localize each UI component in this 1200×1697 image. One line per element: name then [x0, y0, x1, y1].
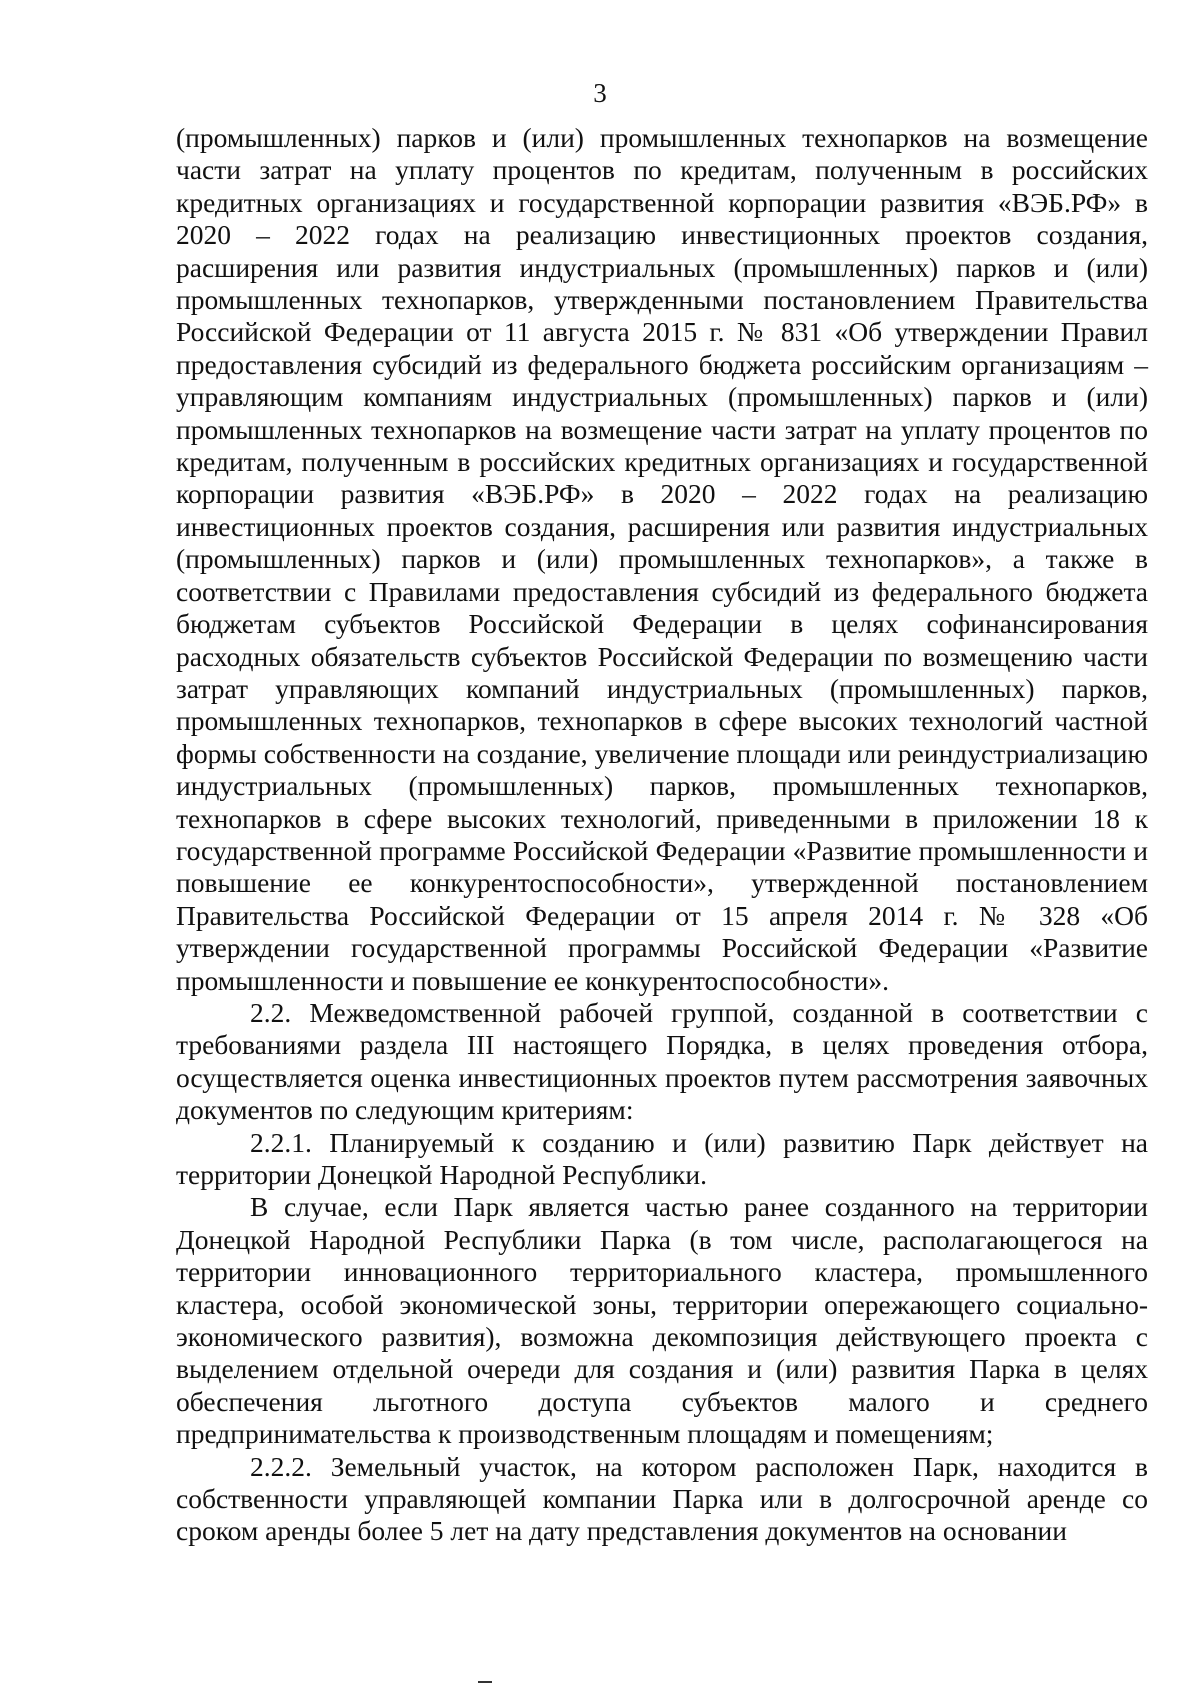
paragraph-2-2-1: 2.2.1. Планируемый к созданию и (или) развитию Парк действует на территории Донецкой Народной Республики. [176, 1126, 1148, 1190]
document-body [176, 122, 1148, 1548]
paragraph-2-2-2: 2.2.2. Земельный участок, на котором расположен Парк, находится в собственности управляющей компании Парка или в долгосрочной аренде со сроком аренды более 5 лет на дату представления документов на основании [176, 1450, 1148, 1547]
paragraph-continuation: (промышленных) парков и (или) промышленных технопарков на возмещение части затрат на уплату процентов по кредитам, полученным в российских кредитных организациях и государственной корпорации развития «ВЭБ.РФ» в 2020 – 2022 годах на реализацию инвестиционных проектов создания, расширения или развития индустриальных (промышленных) парков и (или) промышленных технопарков, утвержденными постановлением Правительства Российской Федерации от 11 августа 2015 г. № 831 «Об утверждении Правил предоставления субсидий из федерального бюджета российским организациям – управляющим компаниям индустриальных (промышленных) парков и (или) промышленных технопарков на возмещение части затрат на уплату процентов по кредитам, полученным в российских кредитных организациях и государственной корпорации развития «ВЭБ.РФ» в 2020 – 2022 годах на реализацию инвестиционных проектов создания, расширения или развития индустриальных (промышленных) парков и (или) промышленных технопарков», а также в соответствии с Правилами предоставления субсидий из федерального бюджета бюджетам субъектов Российской Федерации в целях софинансирования расходных обязательств субъектов Российской Федерации по возмещению части затрат управляющих компаний индустриальных (промышленных) парков, промышленных технопарков, технопарков в сфере высоких технологий частной формы собственности на создание, увеличение площади или реиндустриализацию индустриальных (промышленных) парков, промышленных технопарков, технопарков в сфере высоких технологий, приведенными в приложении 18 к государственной программе Российской Федерации «Развитие промышленности и повышение ее конкурентоспособности», утвержденной постановлением Правительства Российской Федерации от 15 апреля 2014 г. № 328 «Об утверждении государственной программы Российской Федерации «Развитие промышленности и повышение ее конкурентоспособности». [176, 122, 1148, 996]
page-number: 3 [593, 78, 607, 108]
paragraph-park-decomposition: В случае, если Парк является частью ранее созданного на территории Донецкой Народной Республики Парка (в том числе, располагающегося на территории инновационного территориального кластера, промышленного кластера, особой экономической зоны, территории опережающего социально-экономического развития), возможна декомпозиция действующего проекта с выделением отдельной очереди для создания и (или) развития Парка в целях обеспечения льготного доступа субъектов малого и среднего предпринимательства к производственным площадям и помещениям; [176, 1191, 1148, 1450]
paragraph-2-2: 2.2. Межведомственной рабочей группой, созданной в соответствии с требованиями раздела III настоящего Порядка, в целях проведения отбора, осуществляется оценка инвестиционных проектов путем рассмотрения заявочных документов по следующим критериям: [176, 996, 1148, 1126]
footer-scan-mark [478, 1681, 492, 1683]
